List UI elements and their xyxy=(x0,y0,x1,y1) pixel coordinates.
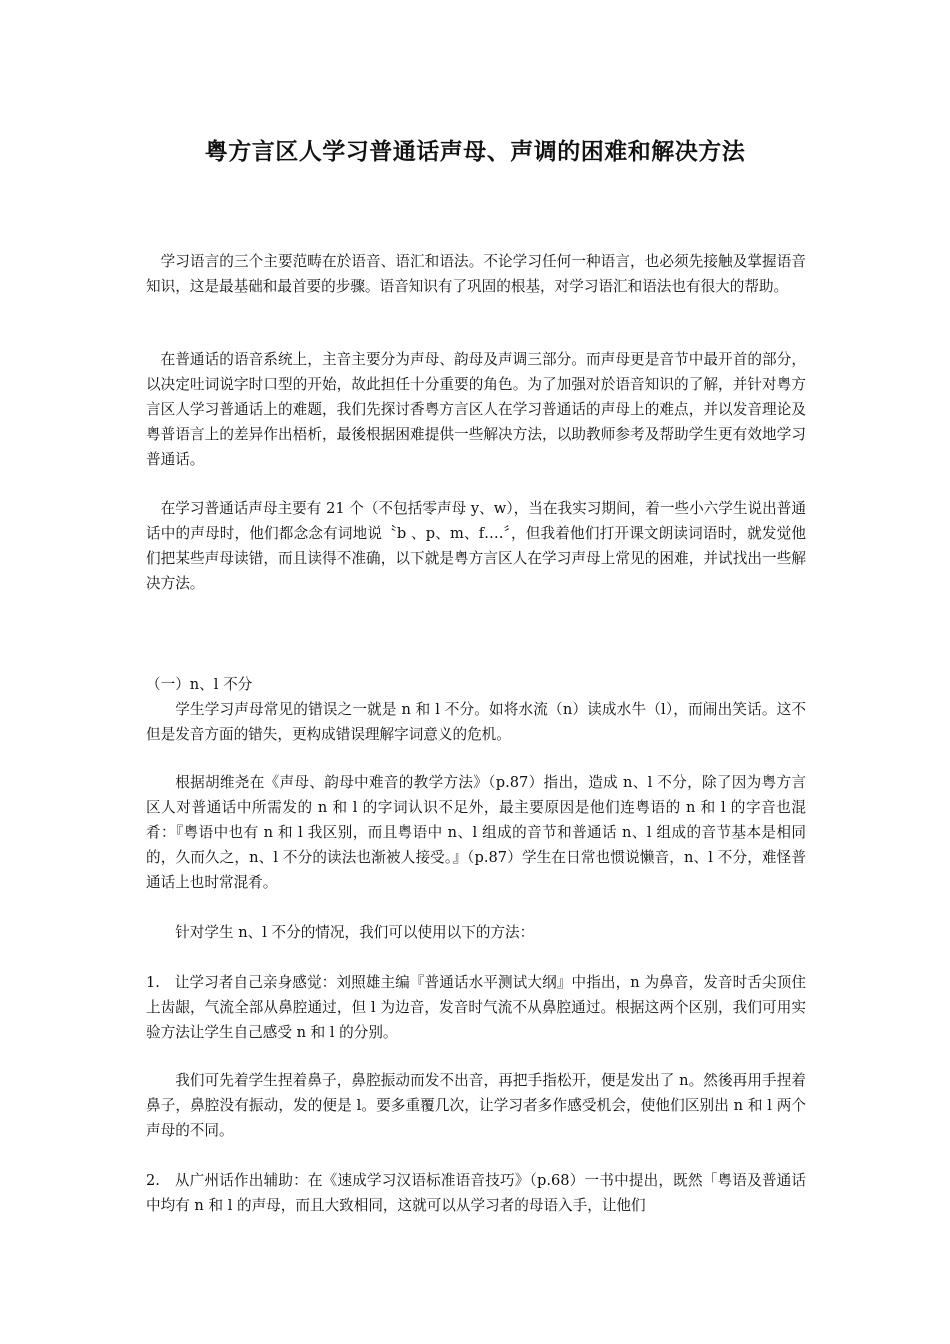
section-heading: （一）n、l 不分 xyxy=(146,676,253,693)
section-paragraph-2: 根据胡维尧在《声母、韵母中难音的教学方法》（p.87）指出，造成 n、l 不分，除了因为粤方言区人对普通话中所需发的 n 和 l 的字词认识不足外，最主要原因是他们连粤语的 n 和 l 的字音也混肴：『粤语中也有 n 和 l 我区别，而且粤语中 n、l 组成的音节和普通话 n、l 组成的音节基本是相同的，久而久之，n、l 不分的读法也渐被人接受。』（p.87）学生在日常也惯说懒音，n、l 不分，难怪普通话上也时常混肴。 xyxy=(146,774,806,891)
section-paragraph-3: 针对学生 n、l 不分的情况，我们可以使用以下的方法： xyxy=(175,924,535,941)
section-paragraph-1: 学生学习声母常见的错误之一就是 n 和 l 不分。如将水流（n）读成水牛（l），而闹出笑话。这不但是发音方面的错失，更构成错误理解字词意义的危机。 xyxy=(146,701,806,743)
method-item-1: 1. 让学习者自己亲身感觉：刘照雄主编『普通话水平测试大纲』中指出，n 为鼻音，发音时舌尖顶住上齿龈，气流全部从鼻腔通过，但 l 为边音，发音时气流不从鼻腔通过。根据这两个区别，我们可用实验方法让学生自己感受 n 和 l 的分别。 xyxy=(146,974,806,1041)
document-title: 粤方言区人学习普通话声母、声调的困难和解决方法 xyxy=(204,138,746,165)
intro-paragraph-3: 在学习普通话声母主要有 21 个（不包括零声母 y、w），当在我实习期间，着一些小六学生说出普通话中的声母时，他们都念念有词地说〝b 、p、m、f….〞，但我着他们打开课文朗读词语时，就发觉他们把某些声母读错，而且读得不准确，以下就是粤方言区人在学习声母上常见的困难，并试找出一些解决方法。 xyxy=(146,500,806,592)
intro-paragraph-1: 学习语言的三个主要范畴在於语音、语汇和语法。不论学习任何一种语言，也必须先接触及掌握语音知识，这是最基础和最首要的步骤。语音知识有了巩固的根基，对学习语汇和语法也有很大的帮助。 xyxy=(146,253,806,295)
method-item-1-detail: 我们可先着学生捏着鼻子，鼻腔振动而发不出音，再把手指松开，便是发出了 n。然後再用手捏着鼻子，鼻腔没有振动，发的便是 l。要多重覆几次，让学习者多作感受机会，使他们区别出 n 和 l 两个声母的不同。 xyxy=(146,1072,806,1139)
intro-paragraph-2: 在普通话的语音系统上，主音主要分为声母、韵母及声调三部分。而声母更是音节中最开首的部分，以决定吐词说字时口型的开始，故此担任十分重要的角色。为了加强对於语音知识的了解，并针对粤方言区人学习普通话上的难题，我们先探讨香粤方言区人在学习普通话的声母上的难点，并以发音理论及粤普语言上的差异作出梧析，最後根据困难提供一些解决方法，以助教师参考及帮助学生更有效地学习普通话。 xyxy=(146,351,806,468)
method-item-2: 2. 从广州话作出辅助：在《速成学习汉语标准语音技巧》（p.68）一书中提出，既然「粤语及普通话中均有 n 和 l 的声母，而且大致相同，这就可以从学习者的母语入手，让他们 xyxy=(146,1172,806,1214)
